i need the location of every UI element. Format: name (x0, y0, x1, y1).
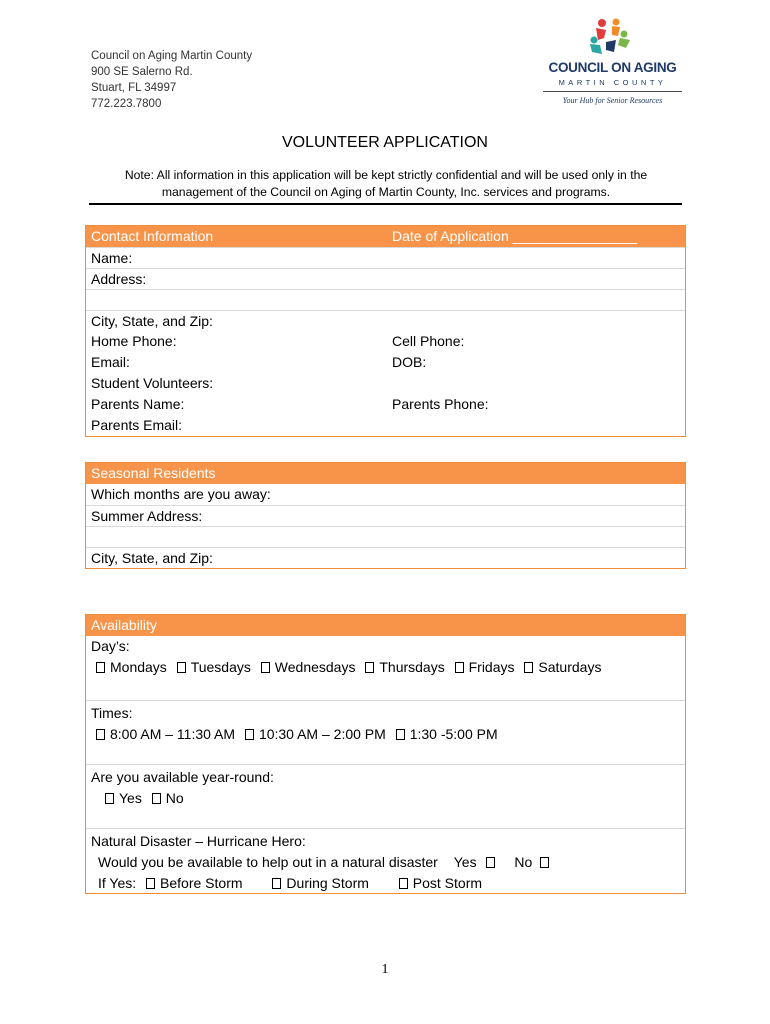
days-block (86, 636, 685, 700)
home-phone-label: Home Phone: (91, 333, 177, 349)
email-dob-row[interactable] (86, 352, 685, 373)
thursdays-label: Thursdays (379, 659, 445, 675)
address-field[interactable] (86, 268, 685, 289)
checkbox-icon[interactable] (96, 729, 105, 740)
page-title: VOLUNTEER APPLICATION (282, 134, 488, 151)
organization-address (91, 48, 252, 112)
option-mondays[interactable] (96, 659, 167, 675)
option-fridays[interactable] (455, 659, 515, 675)
option-before-storm[interactable] (146, 875, 242, 891)
disaster-question-row (91, 852, 685, 873)
times-label: Times: (91, 705, 133, 721)
no-label: No (165, 790, 184, 806)
date-of-application-field[interactable]: Date of Application ________________ (392, 228, 638, 244)
summer-csz-label: City, State, and Zip: (91, 550, 213, 566)
checkbox-icon[interactable] (152, 793, 161, 804)
contact-header-label: Contact Information (91, 228, 214, 244)
student-label: Student Volunteers: (91, 375, 214, 391)
checkbox-icon[interactable] (272, 878, 281, 889)
tuesdays-label: Tuesdays (190, 659, 251, 675)
logo-tagline: Your Hub for Senior Resources (562, 96, 663, 105)
disaster-yes-label: Yes (453, 854, 477, 870)
org-street: 900 SE Salerno Rd. (91, 66, 193, 78)
email-label: Email: (91, 354, 130, 370)
checkbox-icon[interactable] (96, 662, 105, 673)
council-on-aging-logo (540, 18, 685, 110)
checkbox-icon[interactable] (455, 662, 464, 673)
summer-address-field[interactable] (86, 505, 685, 526)
csz-label: City, State, and Zip: (91, 313, 213, 329)
post-storm-label: Post Storm (412, 875, 483, 891)
address-label: Address: (91, 271, 147, 287)
option-saturdays[interactable] (524, 659, 601, 675)
cell-phone-label: Cell Phone: (392, 333, 465, 349)
months-label: Which months are you away: (91, 486, 271, 502)
checkbox-icon[interactable] (396, 729, 405, 740)
before-storm-label: Before Storm (160, 875, 243, 891)
seasonal-header: Seasonal Residents (86, 463, 685, 484)
parents-phone-label: Parents Phone: (392, 396, 489, 412)
option-time-2[interactable] (245, 726, 386, 742)
phone-row[interactable] (86, 331, 685, 352)
page-number: 1 (381, 962, 389, 977)
option-wednesdays[interactable] (261, 659, 356, 675)
divider-rule (89, 203, 682, 205)
summer-address-label: Summer Address: (91, 508, 203, 524)
times-options (91, 724, 685, 745)
days-options (91, 657, 685, 678)
checkbox-icon[interactable] (524, 662, 533, 673)
natural-disaster-block (86, 828, 685, 893)
saturdays-label: Saturdays (538, 659, 602, 675)
time-2-label: 10:30 AM – 2:00 PM (258, 726, 386, 742)
mondays-label: Mondays (110, 659, 167, 675)
during-storm-label: During Storm (286, 875, 369, 891)
year-round-options (91, 788, 685, 809)
availability-header: Availability (86, 615, 685, 636)
checkbox-icon[interactable] (365, 662, 374, 673)
name-field[interactable] (86, 247, 685, 268)
disaster-no-label: No (514, 854, 533, 870)
parents-email-label: Parents Email: (91, 417, 183, 433)
checkbox-icon[interactable] (540, 857, 549, 868)
checkbox-icon[interactable] (399, 878, 408, 889)
summer-address-line-2-field[interactable] (86, 526, 685, 547)
org-phone: 772.223.7800 (91, 98, 162, 110)
parents-row[interactable] (86, 394, 685, 415)
option-yes[interactable] (105, 790, 142, 806)
address-line-2-field[interactable] (86, 289, 685, 310)
storm-options-row (91, 873, 685, 894)
yes-label: Yes (119, 790, 142, 806)
checkbox-icon[interactable] (261, 662, 270, 673)
people-icon (584, 18, 640, 58)
contact-information-section (85, 225, 686, 437)
logo-name: COUNCIL ON AGING (548, 60, 677, 75)
logo-subtitle: MARTIN COUNTY (558, 78, 667, 87)
option-during-storm[interactable] (272, 875, 368, 891)
fridays-label: Fridays (468, 659, 515, 675)
checkbox-icon[interactable] (245, 729, 254, 740)
year-round-label: Are you available year-round: (91, 769, 274, 785)
city-state-zip-field[interactable] (86, 310, 685, 331)
disaster-question: Would you be available to help out in a natural disaster (98, 854, 438, 870)
student-volunteers-row (86, 373, 685, 394)
availability-section (85, 614, 686, 894)
option-time-3[interactable] (396, 726, 498, 742)
if-yes-label: If Yes: (98, 875, 137, 891)
option-no[interactable] (152, 790, 184, 806)
checkbox-icon[interactable] (486, 857, 495, 868)
name-label: Name: (91, 250, 133, 266)
checkbox-icon[interactable] (146, 878, 155, 889)
checkbox-icon[interactable] (105, 793, 114, 804)
option-tuesdays[interactable] (177, 659, 251, 675)
option-post-storm[interactable] (399, 875, 482, 891)
disaster-no-option[interactable] (514, 854, 554, 870)
option-thursdays[interactable] (365, 659, 444, 675)
parents-email-field[interactable] (86, 415, 685, 436)
times-block (86, 700, 685, 764)
wednesdays-label: Wednesdays (274, 659, 356, 675)
time-1-label: 8:00 AM – 11:30 AM (110, 726, 236, 742)
parents-name-label: Parents Name: (91, 396, 185, 412)
org-city: Stuart, FL 34997 (91, 82, 177, 94)
year-round-block (86, 764, 685, 828)
time-3-label: 1:30 -5:00 PM (409, 726, 498, 742)
org-name: Council on Aging Martin County (91, 50, 253, 62)
checkbox-icon[interactable] (177, 662, 186, 673)
seasonal-residents-section (85, 462, 686, 569)
summer-city-state-zip-field[interactable] (86, 547, 685, 568)
confidentiality-note: Note: All information in this application will be kept strictly confidential and will be used only in the management of the Council on Aging of Martin County, Inc. services and programs. (124, 168, 648, 199)
contact-header (86, 226, 685, 247)
option-time-1[interactable] (96, 726, 235, 742)
logo-divider (543, 91, 682, 92)
disaster-label: Natural Disaster – Hurricane Hero: (91, 833, 306, 849)
months-away-field[interactable] (86, 484, 685, 505)
disaster-yes-option[interactable] (454, 854, 501, 870)
days-label: Day’s: (91, 638, 130, 654)
dob-label: DOB: (392, 354, 427, 370)
